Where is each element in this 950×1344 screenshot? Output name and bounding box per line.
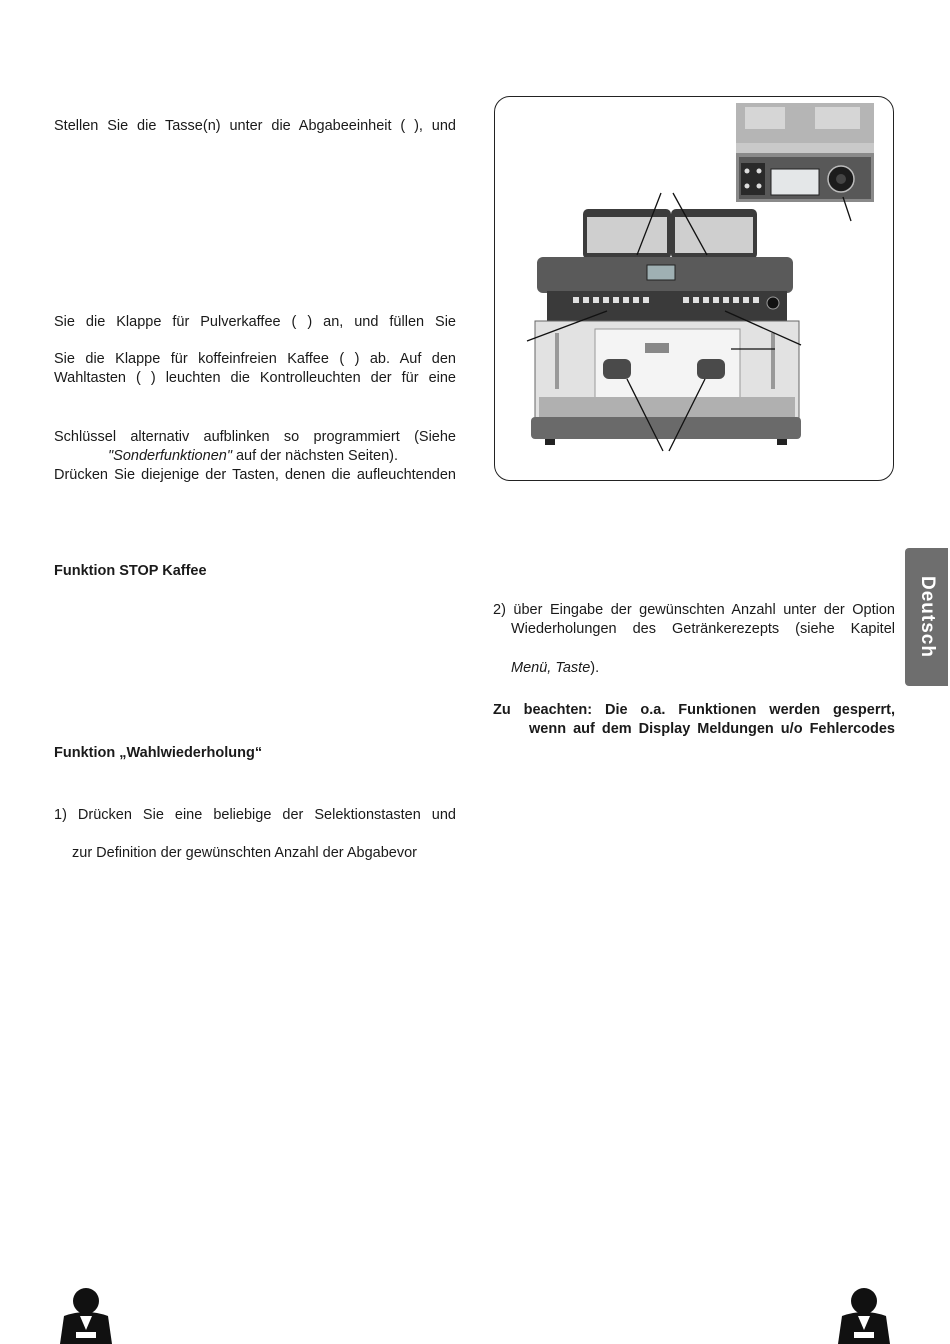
menu-key-close: ). (590, 660, 600, 676)
machine-figure (494, 96, 894, 481)
list-item-1-line-2: zur Definition der gewünschten Anzahl der Abgabevor (72, 845, 417, 861)
list-item-2-line-1: 2) über Eingabe der gewünschten Anzahl unter der Option (493, 602, 895, 618)
note-line-1: Zu beachten: Die o.a. Funktionen werden gesperrt, (493, 702, 895, 718)
menu-key-ref: Menü, Taste (511, 660, 591, 676)
language-tab (905, 548, 948, 686)
paragraph-powder-flap: Sie die Klappe für Pulverkaffee ( ) an, und füllen Sie (54, 314, 456, 330)
paragraph-decaf-flap-1: Sie die Klappe für koffeinfreien Kaffee ( ) ab. Auf den (54, 351, 456, 367)
heading-stop-coffee: Funktion STOP Kaffee (54, 563, 207, 579)
paragraph-keys-blink-1: Schlüssel alternativ aufblinken so programmiert (Siehe (54, 429, 456, 445)
espresso-machine-illustration (495, 97, 894, 481)
paragraph-keys-blink-2 (108, 447, 458, 466)
heading-repeat-selection: Funktion „Wahlwiederholung“ (54, 745, 263, 761)
list-item-2-line-2: Wiederholungen des Getränkerezepts (siehe Kapitel (511, 621, 895, 637)
machine-body (531, 257, 801, 445)
paragraph-keys-blink-3: Drücken Sie diejenige der Tasten, denen die aufleuchtenden (54, 467, 456, 483)
paragraph-cup-placement: Stellen Sie die Tasse(n) unter die Abgabeeinheit ( ), und (54, 118, 456, 134)
coffee-grinders (583, 209, 757, 259)
barista-logo-icon (834, 1286, 894, 1344)
note-line-2: wenn auf dem Display Meldungen u/o Fehlercodes (529, 721, 895, 737)
list-item-1-line-1: 1) Drücken Sie eine beliebige der Selektionstasten und (54, 807, 456, 823)
list-item-2-line-3 (511, 659, 599, 678)
paragraph-decaf-flap-2: Wahltasten ( ) leuchten die Kontrolleuchten der für eine (54, 370, 456, 386)
control-panel-inset (736, 103, 874, 202)
language-tab-label: Deutsch (916, 576, 938, 658)
special-functions-ref: "Sonderfunktionen" (108, 448, 232, 464)
next-pages-text: auf der nächsten Seiten). (231, 448, 399, 464)
barista-logo-icon (56, 1286, 116, 1344)
